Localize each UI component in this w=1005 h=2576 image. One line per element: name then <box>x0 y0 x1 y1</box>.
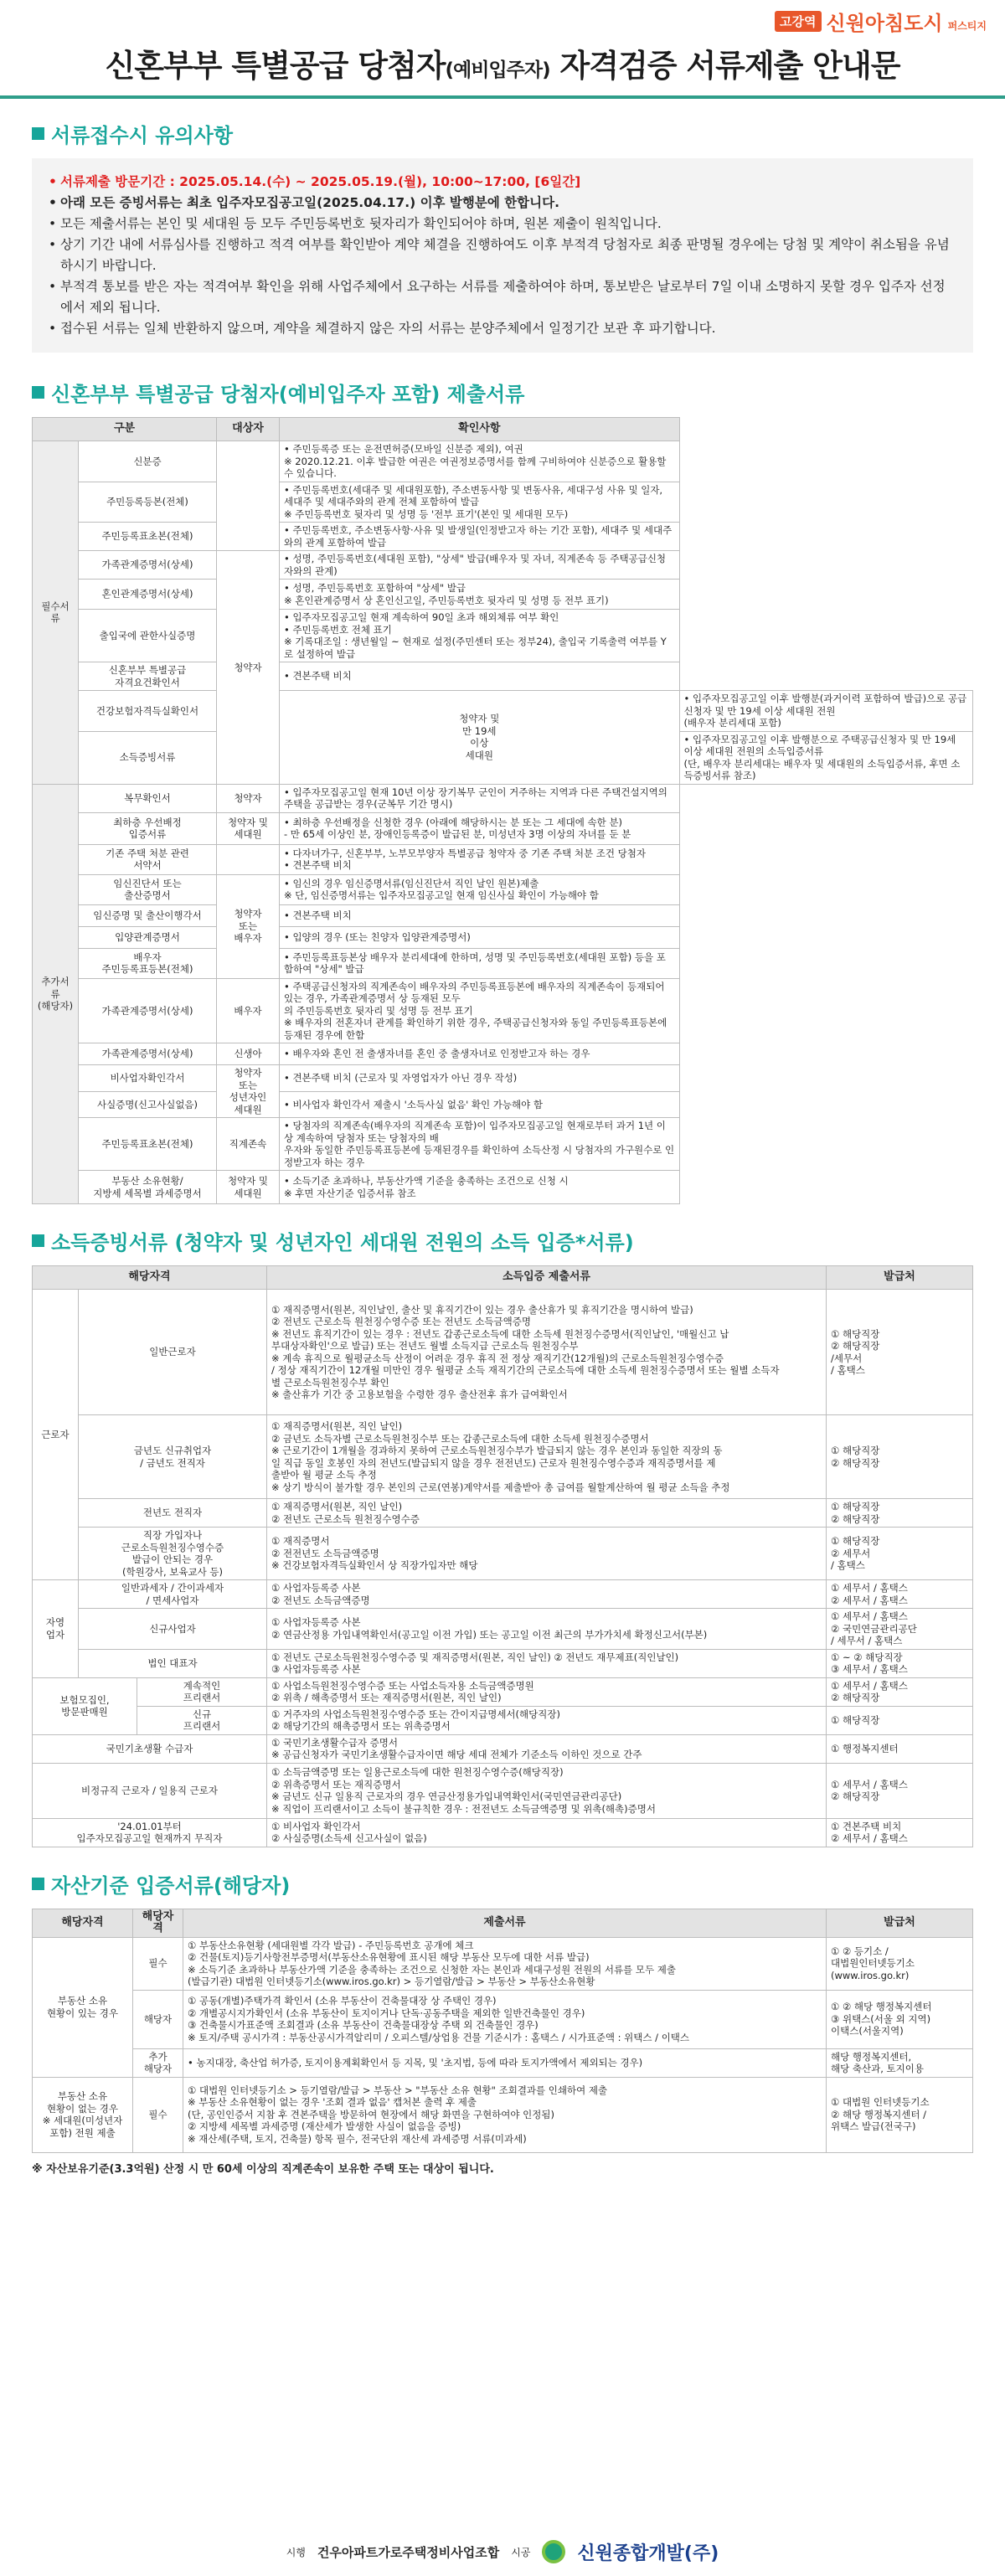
docs-table <box>32 417 973 1204</box>
doc-list: ① 사업소득원천징수영수증 또는 사업소득자용 소득금액증명원 ② 위촉 / 해촉증명서 또는 재직증명서(원본, 직인 날인) <box>267 1677 827 1706</box>
issuer: ① ~ ② 해당직장 ③ 세무서 / 홈택스 <box>827 1649 973 1677</box>
target: 청약자 및 만 19세 이상 세대원 <box>280 691 680 785</box>
qualification: 보험모집인, 방문판매원 <box>33 1677 137 1734</box>
doc-name: 신혼부부 특별공급 자격요건확인서 <box>79 662 217 691</box>
doc-list: ① 전년도 근로소득원천징수영수증 및 재직증명서(원본, 직인 날인) ② 전년도 재무제표(직인날인) ③ 사업자등록증 사본 <box>267 1649 827 1677</box>
check-detail: • 성명, 주민등록번호(세대원 포함), "상세" 발급(배우자 및 자녀, 직계존속 등 주택공급신청자와의 관계) <box>280 551 680 580</box>
brand-logo <box>775 7 987 36</box>
table-row <box>33 926 973 948</box>
issuer: ① 해당직장 ② 세무서 / 홈택스 <box>827 1528 973 1580</box>
doc-name: 최하층 우선배정 입증서류 <box>79 812 217 844</box>
table-row <box>33 1580 973 1609</box>
issuer: ① 해당직장 <box>827 1706 973 1734</box>
qualification: 금년도 신규취업자 / 금년도 전직자 <box>79 1415 267 1499</box>
check-detail: • 견본주택 비치 (근로자 및 자영업자가 아닌 경우 작성) <box>280 1065 680 1092</box>
doc-list: ① 사업자등록증 사본 ② 전년도 소득금액증명 <box>267 1580 827 1609</box>
table-row <box>33 1415 973 1499</box>
table-row <box>33 1609 973 1650</box>
doc-name: 임신증명 및 출산이행각서 <box>79 904 217 926</box>
col-header: 해당자격 <box>33 1266 267 1290</box>
square-icon <box>32 1234 44 1247</box>
col-header: 확인사항 <box>280 418 680 441</box>
table-row <box>33 1091 973 1118</box>
issuer: ① 해당직장 ② 해당직장 <box>827 1415 973 1499</box>
group-label: 부동산 소유 현황이 없는 경우 ※ 세대원(미성년자 포함) 전원 제출 <box>33 2077 133 2152</box>
check-detail: • 비사업자 확인각서 제출시 '소득사실 없음' 확인 가능해야 함 <box>280 1091 680 1118</box>
qualification: 일반과세자 / 간이과세자 / 면세사업자 <box>79 1580 267 1609</box>
table-row <box>33 1734 973 1763</box>
table-row <box>33 1763 973 1818</box>
doc-name: 기존 주택 처분 관련 서약서 <box>79 844 217 874</box>
check-detail: • 다자녀가구, 신혼부부, 노부모부양자 특별공급 청약자 중 기존 주택 처분 조건 당첨자 • 견본주택 비치 <box>280 844 680 874</box>
footer-label: 시공 <box>511 2546 531 2558</box>
doc-list: ① 소득금액증명 또는 일용근로소득에 대한 원천징수영수증(해당직장) ② 위촉증명서 또는 재직증명서 ※ 금년도 신규 일용직 근로자의 경우 연금산정용가입내역확인서(국민연금관리공단) ※ 직업이 프리랜서이고 소득이 불규칙한 경우 : 전전년도 소득금액증명 및 위촉(해촉)증명서 <box>267 1763 827 1818</box>
brand-tag: 고강역 <box>775 11 821 32</box>
doc-list: ① 부동산소유현황 (세대원별 각각 발급) - 주민등록번호 공개에 체크 ② 건물(토지)등기사항전부증명서(부동산소유현황에 표시된 해당 부동산 모두에 대한 서류 발급) ※ 소득기준 초과하나 부동산가액 기준을 충족하는 조건으로 신청한 자는 본인과 세대구성원 전원의 서류를 모두 제출 (발급기관) 대법원 인터넷등기소(www.iros.go.kr) > 등기열람/발급 > 부동산 > 부동산소유현황 <box>183 1937 827 1990</box>
notice-item: • 서류제출 방문기간 : 2025.05.14.(수) ~ 2025.05.19.(월), 10:00~17:00, [6일간] <box>49 172 956 193</box>
col-header: 소득입증 제출서류 <box>267 1266 827 1290</box>
qualification: 국민기초생활 수급자 <box>33 1734 267 1763</box>
table-row <box>33 978 973 1043</box>
target: 청약자 또는 배우자 <box>217 874 280 978</box>
table-row <box>33 948 973 978</box>
section-docs-title: 신혼부부 특별공급 당첨자(예비입주자 포함) 제출서류 <box>51 383 525 406</box>
doc-name: 가족관계증명서(상세) <box>79 1043 217 1065</box>
table-row <box>33 1118 973 1171</box>
doc-name: 임신진단서 또는 출산증명서 <box>79 874 217 904</box>
doc-list: ① 사업자등록증 사본 ② 연금산정용 가입내역확인서(공고일 이전 가입) 또는 공고일 이전 최근의 부가가치세 확정신고서(부본) <box>267 1609 827 1650</box>
square-icon <box>32 1878 44 1890</box>
table-row <box>33 1706 973 1734</box>
doc-list: ① 재직증명서(원본, 직인날인, 출산 및 휴직기간이 있는 경우 출산휴가 및 휴직기간을 명시하여 발급) ② 전년도 근로소득 원천징수영수증 또는 전년도 소득금액증명 ※ 전년도 휴직기간이 있는 경우 : 전년도 갑종근로소득에 대한 소득세 원천징수증명서(직인날인, '매월신고 납 부대상자확인'으로 발급) 또는 전년도 월별 소득지급 근로소득 원천징수부 ※ 계속 휴직으로 월평균소득 산정이 어려운 경우 휴직 전 정상 재직기간(12개월)의 근로소득원천징수영수증 / 정상 재직기간이 12개월 미만인 경우 월평균 소득 재직기간의 근로소득에 대한 소득세 원천징수증명서 또는 월별 소득자 별 근로소득원천징수부 확인 ※ 출산휴가 기간 중 고용보험을 수령한 경우 출산전후 휴가 급여확인서 <box>267 1290 827 1415</box>
group-label: 부동산 소유 현황이 있는 경우 <box>33 1937 133 2077</box>
issuer: ① 대법원 인터넷등기소 ② 해당 행정복지센터 / 위택스 발급(전국구) <box>827 2077 973 2152</box>
table-row <box>33 482 973 523</box>
footer-label: 시행 <box>286 2546 306 2558</box>
target: 청약자 <box>217 551 280 785</box>
doc-list: ① 국민기초생활수급자 증명서 ※ 공급신청자가 국민기초생활수급자이면 해당 세대 전체가 기준소득 이하인 것으로 간주 <box>267 1734 827 1763</box>
doc-name: 주민등록등본(전체) <box>79 482 217 523</box>
footer-org: 건우아파트가로주택정비사업조합 <box>317 2544 500 2560</box>
table-row <box>33 1290 973 1415</box>
issuer: ① 세무서 / 홈택스 ② 해당직장 <box>827 1677 973 1706</box>
table-row <box>33 1677 973 1706</box>
table-row <box>33 784 973 812</box>
notice-item: • 부적격 통보를 받은 자는 적격여부 확인을 위해 사업주체에서 요구하는 서류를 제출하여야 하며, 통보받은 날로부터 7일 이내 소명하지 못할 경우 입주자 선정에서 제외 됩니다. <box>49 276 956 318</box>
check-detail: • 임신의 경우 임신증명서류(임신진단서 직인 날인 원본)제출 ※ 단, 임신증명서류는 입주자모집공고일 현재 임신사실 확인이 가능해야 함 <box>280 874 680 904</box>
group-label: 필수서류 <box>33 441 79 785</box>
qualification: 법인 대표자 <box>79 1649 267 1677</box>
doc-name: 주민등록표초본(전체) <box>79 523 217 551</box>
notice-item: • 아래 모든 증빙서류는 최초 입주자모집공고일(2025.04.17.) 이후 발행분에 한합니다. <box>49 193 956 214</box>
section-notice-title: 서류접수시 유의사항 <box>51 124 234 147</box>
doc-name: 사실증명(신고사실없음) <box>79 1091 217 1118</box>
notice-item: • 접수된 서류는 일체 반환하지 않으며, 계약을 체결하지 않은 자의 서류는 분양주체에서 일정기간 보관 후 파기합니다. <box>49 318 956 339</box>
doc-name: 비사업자확인각서 <box>79 1065 217 1092</box>
check-detail: • 주민등록번호(세대주 및 세대원포함), 주소변동사항 및 변동사유, 세대구성 사유 및 일자, 세대주 및 세대주와의 관계 전체 포함하여 발급 ※ 주민등록번호 뒷자리 및 성명 등 '전부 표기'(본인 및 세대원 모두) <box>280 482 680 523</box>
asset-note: ※ 자산보유기준(3.3억원) 산정 시 만 60세 이상의 직계존속이 보유한 주택 또는 대상이 됩니다. <box>32 2162 494 2176</box>
issuer: ① 세무서 / 홈택스 ② 해당직장 <box>827 1763 973 1818</box>
issuer: ① 세무서 / 홈택스 ② 국민연금관리공단 / 세무서 / 홈택스 <box>827 1609 973 1650</box>
table-row <box>33 551 973 580</box>
table-row <box>33 1649 973 1677</box>
check-detail: • 주택공급신청자의 직계존속이 배우자의 주민등록표등본에 배우자의 직계존속이 등재되어 있는 경우, 가족관계증명서 상 등재된 모두 의 주민등록번호 뒷자리 및 성명 등 전부 표기 ※ 배우자의 전혼자녀 관계를 확인하기 위한 경우, 주택공급신청자와 동일 주민등록표등본에 등재된 경우에 한함 <box>280 978 680 1043</box>
qualification: '24.01.01부터 입주자모집공고일 현재까지 무직자 <box>33 1818 267 1847</box>
qualification: 신규사업자 <box>79 1609 267 1650</box>
asset-table <box>32 1909 973 2153</box>
col-header: 해당자격 <box>33 1909 133 1937</box>
issuer: ① ② 해당 행정복지센터 ③ 위택스(서울 외 지역) 이택스(서울지역) <box>827 1990 973 2048</box>
doc-list: ① 비사업자 확인각서 ② 사실증명(소득세 신고사실이 없음) <box>267 1818 827 1847</box>
doc-name: 신분증 <box>79 441 217 482</box>
section-income-heading <box>32 1226 1005 1255</box>
table-row <box>33 662 973 691</box>
doc-list: • 농지대장, 축산업 허가증, 토지이용계획확인서 등 지목, 및 '초지법, 등에 따라 토지가액에서 제외되는 경우) <box>183 2048 827 2077</box>
table-row <box>33 691 973 732</box>
table-row <box>33 2048 973 2077</box>
col-header: 제출서류 <box>183 1909 827 1937</box>
table-row <box>33 1990 973 2048</box>
group-label: 근로자 <box>33 1290 79 1580</box>
brand-sub: 퍼스티지 <box>947 20 987 32</box>
group-label: 자영 업자 <box>33 1580 79 1678</box>
check-detail: • 입주자모집공고일 현재 계속하여 90일 초과 해외체류 여부 확인 • 주민등록번호 전체 표기 ※ 기록대조일 : 생년월일 ~ 현재로 설정(주민센터 또는 정부24), 출입국 기록출력 여부를 Y로 설정하여 발급 <box>280 610 680 662</box>
table-row <box>33 812 973 844</box>
section-notice-heading <box>32 119 1005 148</box>
target <box>217 844 280 874</box>
col-header: 구분 <box>33 418 217 441</box>
table-row <box>33 1818 973 1847</box>
sub-qualification: 신규 프리랜서 <box>137 1706 267 1734</box>
section-docs-heading <box>32 378 1005 407</box>
check-detail: • 최하층 우선배정을 신청한 경우 (아래에 해당하시는 분 또는 그 세대에 속한 분) - 만 65세 이상인 분, 장애인등록증이 발급된 분, 미성년자 3명 이상의 자녀를 둔 분 <box>280 812 680 844</box>
doc-name: 출입국에 관한사실증명 <box>79 610 217 662</box>
doc-name: 가족관계증명서(상세) <box>79 978 217 1043</box>
title-a: 신혼부부 특별공급 당첨자 <box>105 48 446 84</box>
section-asset-heading <box>32 1869 1005 1899</box>
col-header: 대상자 <box>217 418 280 441</box>
check-detail: • 성명, 주민등록번호 포함하여 "상세" 발급 ※ 혼인관계증명서 상 혼인신고일, 주민등록번호 뒷자리 및 성명 등 전부 표기) <box>280 580 680 610</box>
table-row <box>33 1499 973 1528</box>
target <box>217 441 280 551</box>
check-detail: • 입주자모집공고일 현재 10년 이상 장기복무 군인이 거주하는 지역과 다른 주택건설지역의 주택을 공급받는 경우(군복무 기간 명시) <box>280 784 680 812</box>
qualification: 비정규직 근로자 / 일용직 근로자 <box>33 1763 267 1818</box>
table-row <box>33 2077 973 2152</box>
check-detail: • 배우자와 혼인 전 출생자녀를 혼인 중 출생자녀로 인정받고자 하는 경우 <box>280 1043 680 1065</box>
table-row <box>33 580 973 610</box>
page-title <box>0 40 1005 85</box>
issuer: ① 세무서 / 홈택스 ② 세무서 / 홈택스 <box>827 1580 973 1609</box>
doc-list: ① 재직증명서(원본, 직인 날인) ② 금년도 소득자별 근로소득원천징수부 또는 갑종근로소득에 대한 소득세 원천징수증명서 ※ 근로기간이 1개월을 경과하지 못하여 근로소득원천징수부가 발급되지 않는 경우 본인과 동일한 직장의 동 일 직급 동일 호봉인 자의 전년도(발급되지 않을 경우 전전년도) 근로자 원천징수영수증과 재직증명서를 제 출받아 월 평균 소득 추정 ※ 상기 방식이 불가할 경우 본인의 근로(연봉)계약서를 제출받아 총 급여를 월할계산하여 월 평균 소득을 추정 <box>267 1415 827 1499</box>
check-detail: • 견본주택 비치 <box>280 662 680 691</box>
check-detail: • 견본주택 비치 <box>280 904 680 926</box>
check-detail: • 주민등록표등본상 배우자 분리세대에 한하며, 성명 및 주민등록번호(세대원 포함) 등을 포함하여 "상세" 발급 <box>280 948 680 978</box>
doc-name: 입양관계증명서 <box>79 926 217 948</box>
col-header: 해당자격 <box>133 1909 183 1937</box>
doc-name: 건강보험자격득실확인서 <box>79 691 217 732</box>
check-detail: • 소득기준 초과하나, 부동산가액 기준을 충족하는 조건으로 신청 시 ※ 후면 자산기준 입증서류 참조 <box>280 1171 680 1204</box>
target: 직계존속 <box>217 1118 280 1171</box>
notice-box <box>32 158 973 353</box>
group-label: 추가서류 (해당자) <box>33 784 79 1204</box>
check-detail: • 주민등록증 또는 운전면허증(모바일 신분증 제외), 여권 ※ 2020.12.21. 이후 발급한 여권은 여권정보증명서를 함께 구비하여야 신분증으로 활용할 수 있습니다. <box>280 441 680 482</box>
qualification: 직장 가입자나 근로소득원천징수영수증 발급이 안되는 경우 (학원강사, 보육교사 등) <box>79 1528 267 1580</box>
brand-name: 신원아침도시 <box>826 12 943 35</box>
issuer: ① ② 등기소 / 대법원인터넷등기소 (www.iros.go.kr) <box>827 1937 973 1990</box>
target: 배우자 <box>217 978 280 1043</box>
square-icon <box>32 127 44 140</box>
check-detail: • 입양의 경우 (또는 친양자 입양관계증명서) <box>280 926 680 948</box>
sub-qualification: 계속적인 프리랜서 <box>137 1677 267 1706</box>
issuer: 해당 행정복지센터, 해당 축산과, 토지이용 <box>827 2048 973 2077</box>
table-row <box>33 844 973 874</box>
footer <box>0 2527 1005 2576</box>
table-row <box>33 1043 973 1065</box>
doc-list: ① 재직증명서(원본, 직인 날인) ② 전년도 근로소득 원천징수영수증 <box>267 1499 827 1528</box>
table-row <box>33 610 973 662</box>
table-row <box>33 904 973 926</box>
table-row <box>33 1171 973 1204</box>
issuer: ① 행정복지센터 <box>827 1734 973 1763</box>
table-row <box>33 1937 973 1990</box>
doc-name: 가족관계증명서(상세) <box>79 551 217 580</box>
title-b: (예비입주자) <box>445 59 550 81</box>
doc-list: ① 대법원 인터넷등기소 > 등기열람/발급 > 부동산 > "부동산 소유 현황" 조회결과를 인쇄하여 제출 ※ 부동산 소유현황이 없는 경우 '조회 결과 없음' 캡처본 출력 후 제출 (단, 공인인증서 지참 후 견본주택을 방문하여 현장에서 해당 화면을 구현하여야 인정됨) ② 지방세 세목별 과세증명 (재산세가 발생한 사실이 없음을 증빙) ※ 재산세(주택, 토지, 건축물) 항목 필수, 전국단위 재산세 과세증명 서류(미과세) <box>183 2077 827 2152</box>
section-asset-title: 자산기준 입증서류(해당자) <box>51 1873 291 1898</box>
doc-list: ① 공동(개별)주택가격 확인서 (소유 부동산이 건축물대장 상 주택인 경우) ② 개별공시지가확인서 (소유 부동산이 토지이거나 단독·공동주택을 제외한 일반건축물인 경우) ③ 건축물시가표준액 조회결과 (소유 부동산이 건축물대장상 주택 외 건축물인 경우) ※ 토지/주택 공시가격 : 부동산공시가격알리미 / 오피스텔/상업용 건물 기준시가 : 홈택스 / 시가표준액 : 위택스 / 이택스 <box>183 1990 827 2048</box>
check-detail: • 당첨자의 직계존속(배우자의 직계존속 포함)이 입주자모집공고일 현재로부터 과거 1년 이상 계속하여 당첨자 또는 당첨자의 배 우자와 동일한 주민등록표등본에 등재된경우를 확인하여 소득산정 시 당첨자의 가구원수로 인정받고자 하는 경우 <box>280 1118 680 1171</box>
target: 청약자 또는 성년자인 세대원 <box>217 1065 280 1118</box>
col-header: 발급처 <box>827 1909 973 1937</box>
table-row <box>33 441 973 482</box>
notice-item: • 모든 제출서류는 본인 및 세대원 등 모두 주민등록번호 뒷자리가 확인되어야 하며, 원본 제출이 원칙입니다. <box>49 214 956 234</box>
table-row <box>33 1065 973 1092</box>
doc-list: ① 재직증명서 ② 전전년도 소득금액증명 ※ 건강보험자격득실확인서 상 직장가입자만 해당 <box>267 1528 827 1580</box>
doc-list: ① 거주자의 사업소득원천징수영수증 또는 간이지급명세서(해당직장) ② 해당기간의 해촉증명서 또는 위촉증명서 <box>267 1706 827 1734</box>
footer-builder: 신원종합개발(주) <box>577 2543 719 2564</box>
notice-item: • 상기 기간 내에 서류심사를 진행하고 적격 여부를 확인받아 계약 체결을 진행하여도 이후 부적격 당첨자로 최종 판명될 경우에는 당첨 및 계약이 취소됨을 유념하시기 바랍니다. <box>49 234 956 276</box>
table-row <box>33 874 973 904</box>
table-row <box>33 523 973 551</box>
required-level: 필수 <box>133 2077 183 2152</box>
check-detail: • 입주자모집공고일 이후 발행분(과거이력 포함하여 발급)으로 공급신청자 및 만 19세 이상 세대원 전원 (배우자 분리세대 포함) <box>679 691 972 732</box>
doc-name: 부동산 소유현황/ 지방세 세목별 과세증명서 <box>79 1171 217 1204</box>
required-level: 추가 해당자 <box>133 2048 183 2077</box>
col-header: 발급처 <box>827 1266 973 1290</box>
issuer: ① 해당직장 ② 해당직장 /세무서 / 홈택스 <box>827 1290 973 1415</box>
issuer: ① 해당직장 ② 해당직장 <box>827 1499 973 1528</box>
section-income-title: 소득증빙서류 (청약자 및 성년자인 세대원 전원의 소득 입증*서류) <box>51 1231 634 1255</box>
header <box>0 0 1005 99</box>
check-detail: • 입주자모집공고일 이후 발행분으로 주택공급신청자 및 만 19세 이상 세대원 전원의 소득입증서류 (단, 배우자 분리세대는 배우자 및 세대원의 소득입증서류, 후면 소득증빙서류 참조) <box>679 731 972 784</box>
issuer: ① 견본주택 비치 ② 세무서 / 홈택스 <box>827 1818 973 1847</box>
qualification: 일반근로자 <box>79 1290 267 1415</box>
target: 신생아 <box>217 1043 280 1065</box>
target: 청약자 및 세대원 <box>217 1171 280 1204</box>
check-detail: • 주민등록번호, 주소변동사항·사유 및 발생일(인정받고자 하는 기간 포함), 세대주 및 세대주와의 관계 포함하여 발급 <box>280 523 680 551</box>
qualification: 전년도 전직자 <box>79 1499 267 1528</box>
target: 청약자 <box>217 784 280 812</box>
doc-name: 혼인관계증명서(상세) <box>79 580 217 610</box>
square-icon <box>32 386 44 399</box>
doc-name: 배우자 주민등록표등본(전체) <box>79 948 217 978</box>
doc-name: 복무확인서 <box>79 784 217 812</box>
doc-name: 주민등록표초본(전체) <box>79 1118 217 1171</box>
company-logo-icon <box>542 2540 565 2563</box>
required-level: 해당자 <box>133 1990 183 2048</box>
income-table <box>32 1265 973 1847</box>
required-level: 필수 <box>133 1937 183 1990</box>
target: 청약자 및 세대원 <box>217 812 280 844</box>
doc-name: 소득증빙서류 <box>79 731 217 784</box>
title-c: 자격검증 서류제출 안내문 <box>549 48 900 84</box>
table-row <box>33 1528 973 1580</box>
